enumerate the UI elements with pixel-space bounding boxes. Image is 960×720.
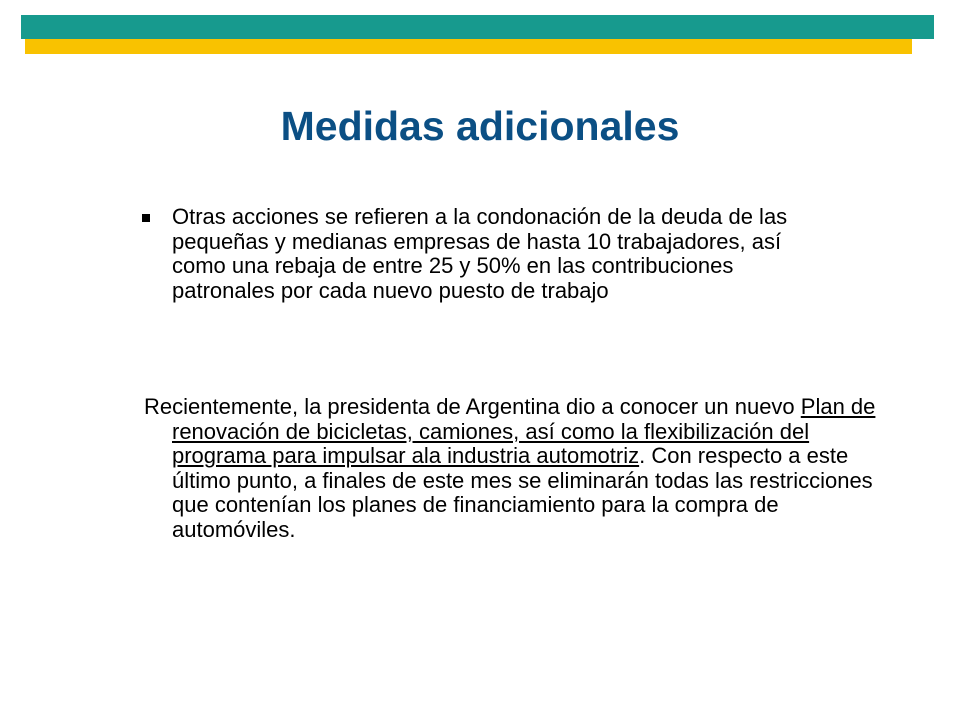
bullet-item	[142, 205, 832, 303]
paragraph-intro: Recientemente, la presidenta de Argentina dio a conocer un nuevo	[144, 394, 801, 419]
header-bar-teal	[21, 15, 934, 39]
body-paragraph	[144, 395, 892, 542]
header-bar-yellow	[25, 39, 912, 54]
slide-title: Medidas adicionales	[280, 103, 680, 149]
paragraph-rest: . Con respecto a este último punto, a finales de este mes se eliminarán todas las restricciones que contenían los planes de financiamiento para la compra de automóviles.	[172, 443, 873, 542]
square-bullet-icon	[142, 214, 150, 222]
bullet-text: Otras acciones se refieren a la condonación de la deuda de las pequeñas y medianas empresas de hasta 10 trabajadores, así como una rebaja de entre 25 y 50% en las contribuciones patronales por cada nuevo puesto de trabajo	[172, 204, 788, 303]
paragraph-underlined-plan: Plan de renovación de bicicletas, camiones, así como la flexibilización del programa para impulsar ala industria automotriz	[172, 394, 876, 468]
